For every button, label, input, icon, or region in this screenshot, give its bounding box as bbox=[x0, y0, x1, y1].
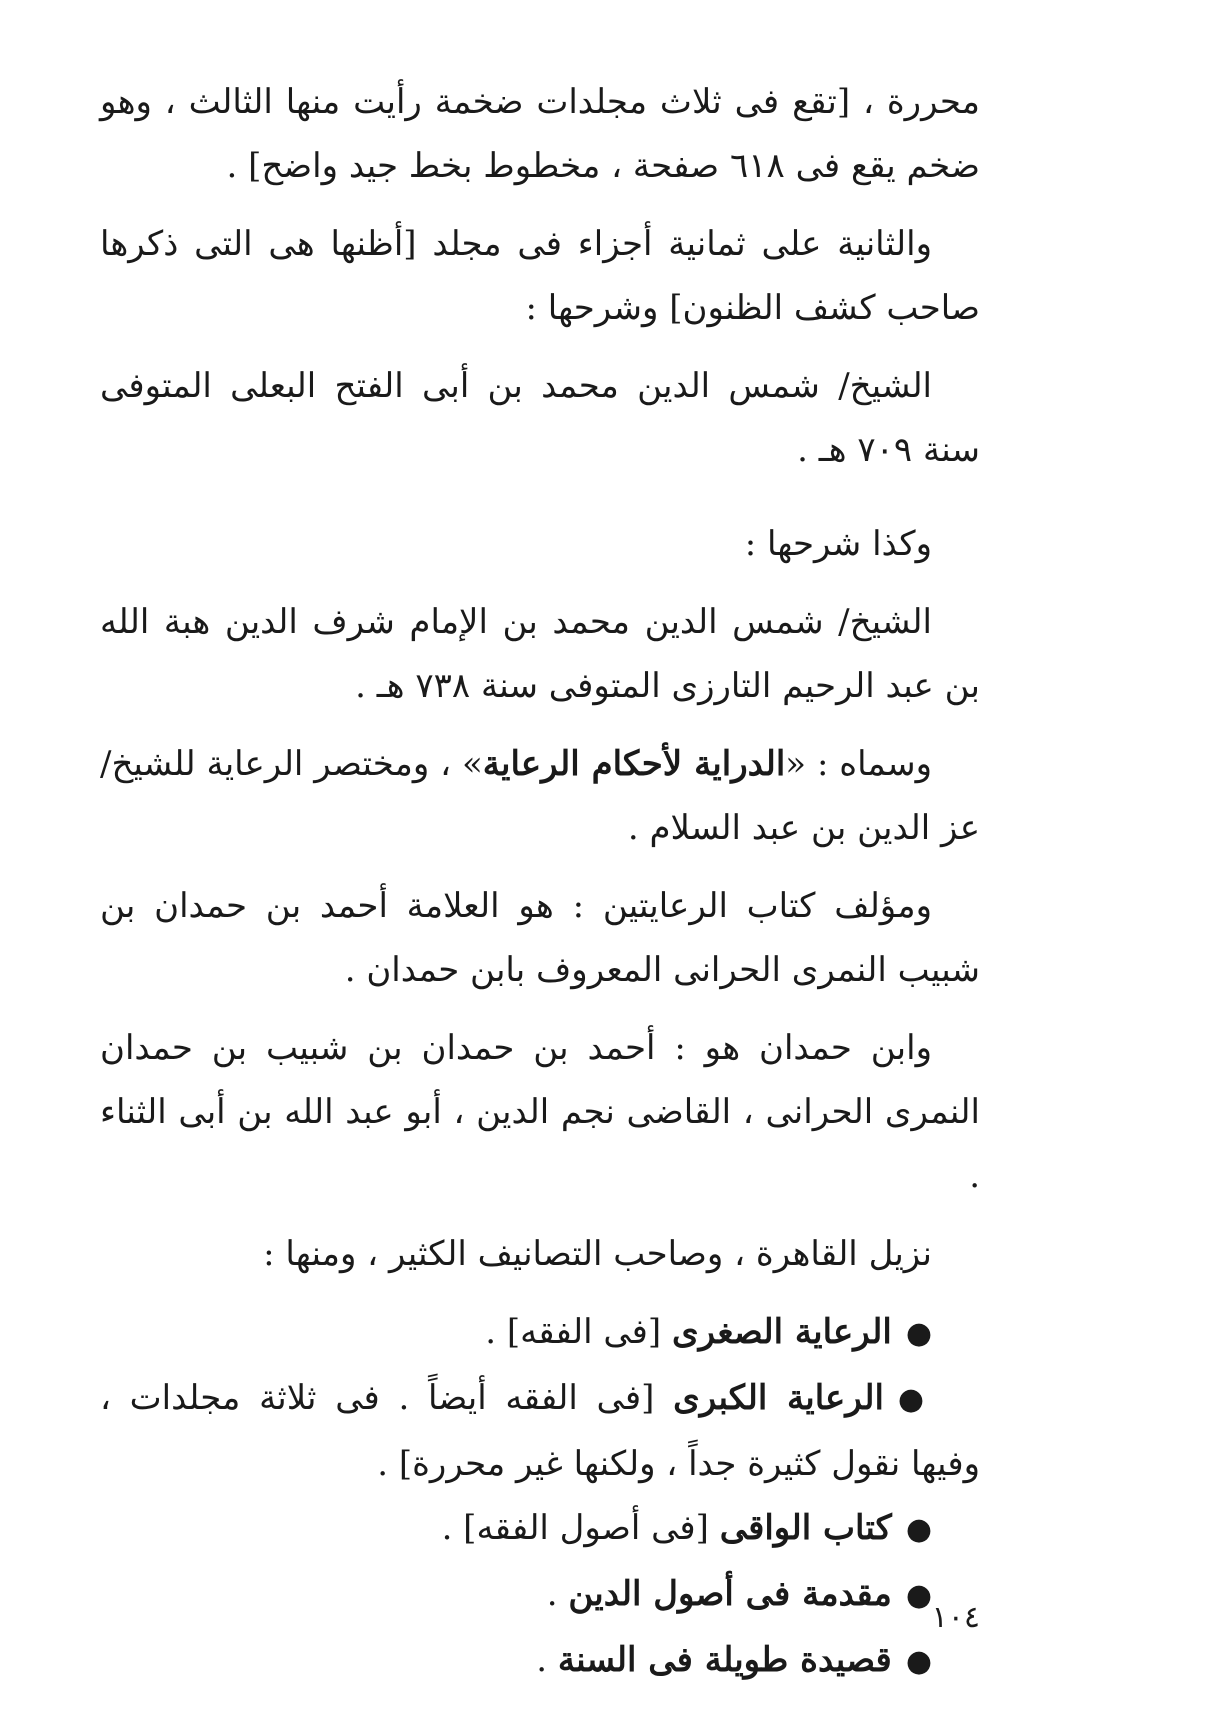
page-body bbox=[100, 70, 980, 1694]
list-item bbox=[100, 1562, 980, 1628]
book-title-dirayah: الدراية لأحكام الرعاية bbox=[482, 744, 786, 784]
list-item bbox=[100, 1366, 980, 1496]
paragraph-9: نزيل القاهرة ، وصاحب التصانيف الكثير ، ومنها : bbox=[263, 1234, 932, 1274]
work-note: . bbox=[536, 1640, 558, 1680]
paragraph-4: وكذا شرحها : bbox=[744, 524, 932, 564]
work-title: كتاب الواقى bbox=[719, 1508, 892, 1548]
work-note: [فى أصول الفقه] . bbox=[441, 1508, 720, 1548]
bullet-icon: ● bbox=[905, 1316, 932, 1351]
page-number: ١٠٤ bbox=[931, 1600, 980, 1635]
work-title: الرعاية الكبرى bbox=[673, 1378, 884, 1418]
paragraph-8: وابن حمدان هو : أحمد بن حمدان بن شبيب بن حمدان النمرى الحرانى ، القاضى نجم الدين ، أبو عبد الله بن أبى الثناء . bbox=[100, 1028, 980, 1196]
paragraph-6-post: » ، ومختصر الرعاية للشيخ/ عز الدين بن عبد السلام . bbox=[100, 744, 980, 848]
list-item bbox=[100, 1628, 980, 1694]
paragraph-3: الشيخ/ شمس الدين محمد بن أبى الفتح البعلى المتوفى سنة ٧٠٩ هـ . bbox=[100, 366, 980, 470]
work-note: [فى الفقه أيضاً . فى ثلاثة مجلدات ، وفيها نقول كثيرة جداً ، ولكنها غير محررة] . bbox=[100, 1378, 980, 1484]
bullet-icon: ● bbox=[897, 1382, 932, 1417]
bullet-icon: ● bbox=[905, 1578, 932, 1613]
paragraph-6 bbox=[100, 732, 980, 860]
work-title: الرعاية الصغرى bbox=[672, 1312, 892, 1352]
list-item bbox=[100, 1496, 980, 1562]
bullet-icon: ● bbox=[905, 1644, 932, 1679]
paragraph-7: ومؤلف كتاب الرعايتين : هو العلامة أحمد بن حمدان بن شبيب النمرى الحرانى المعروف بابن حمدان . bbox=[100, 886, 980, 990]
work-note: . bbox=[546, 1574, 569, 1614]
paragraph-2: والثانية على ثمانية أجزاء فى مجلد [أظنها هى التى ذكرها صاحب كشف الظنون] وشرحها : bbox=[100, 224, 980, 328]
paragraph-6-pre: وسماه : « bbox=[785, 744, 932, 784]
list-item bbox=[100, 1300, 980, 1366]
bullet-icon: ● bbox=[905, 1512, 932, 1547]
paragraph-5: الشيخ/ شمس الدين محمد بن الإمام شرف الدين هبة الله بن عبد الرحيم التارزى المتوفى سنة ٧٣٨ هـ . bbox=[100, 602, 980, 706]
work-note: [فى الفقه] . bbox=[485, 1312, 672, 1352]
works-list bbox=[100, 1300, 980, 1694]
work-title: قصيدة طويلة فى السنة bbox=[557, 1640, 892, 1680]
work-title: مقدمة فى أصول الدين bbox=[568, 1574, 892, 1614]
paragraph-1: محررة ، [تقع فى ثلاث مجلدات ضخمة رأيت منها الثالث ، وهو ضخم يقع فى ٦١٨ صفحة ، مخطوط بخط جيد واضح] . bbox=[100, 82, 980, 186]
